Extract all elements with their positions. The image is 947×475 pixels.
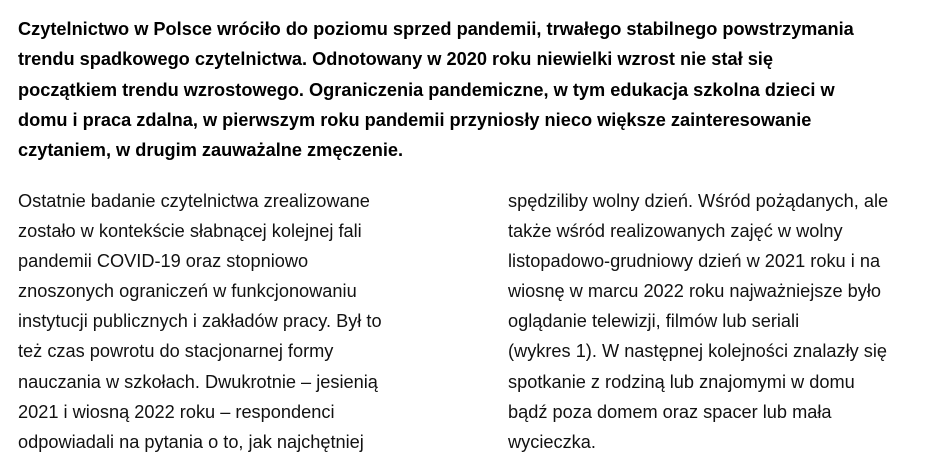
lead-line: czytaniem, w drugim zauważalne zmęczenie.: [18, 140, 404, 161]
body-line: instytucji publicznych i zakładów pracy. Był to: [18, 311, 382, 332]
lead-paragraph: [18, 14, 933, 165]
body-line: Ostatnie badanie czytelnictwa zrealizowane: [18, 191, 370, 211]
body-column-right: [508, 186, 938, 457]
body-line: spotkanie z rodziną lub znajomymi w domu: [508, 371, 855, 392]
body-line: bądź poza domem oraz spacer lub mała: [508, 401, 832, 422]
body-column-left: [18, 186, 488, 457]
body-line: 2021 i wiosną 2022 roku – respondenci: [18, 401, 335, 422]
body-line: zostało w kontekście słabnącej kolejnej fali: [18, 221, 362, 242]
body-line: wiosnę w marcu 2022 roku najważniejsze było: [508, 281, 882, 302]
body-line: znoszonych ograniczeń w funkcjonowaniu: [18, 281, 357, 302]
lead-line: Czytelnictwo w Polsce wróciło do poziomu sprzed pandemii, trwałego stabilnego powstrzymania: [18, 19, 854, 39]
body-line: (wykres 1). W następnej kolejności znalazły się: [508, 341, 888, 362]
body-line: listopadowo-grudniowy dzień w 2021 roku i na: [508, 251, 881, 272]
lead-line: domu i praca zdalna, w pierwszym roku pandemii przyniosły nieco większe zainteresowanie: [18, 109, 812, 130]
lead-line: początkiem trendu wzrostowego. Ograniczenia pandemiczne, w tym edukacja szkolna dzieci w: [18, 79, 835, 100]
body-line: pandemii COVID-19 oraz stopniowo: [18, 251, 309, 272]
body-line: spędziliby wolny dzień. Wśród pożądanych, ale: [508, 191, 889, 211]
body-line: także wśród realizowanych zajęć w wolny: [508, 221, 843, 242]
lead-line: trendu spadkowego czytelnictwa. Odnotowany w 2020 roku niewielki wzrost nie stał się: [18, 49, 773, 70]
body-line: oglądanie telewizji, filmów lub seriali: [508, 311, 800, 332]
body-line: też czas powrotu do stacjonarnej formy: [18, 341, 334, 362]
body-line: wycieczka.: [508, 431, 596, 452]
body-line: odpowiadali na pytania o to, jak najchętniej: [18, 431, 364, 452]
body-line: nauczania w szkołach. Dwukrotnie – jesienią: [18, 371, 378, 392]
